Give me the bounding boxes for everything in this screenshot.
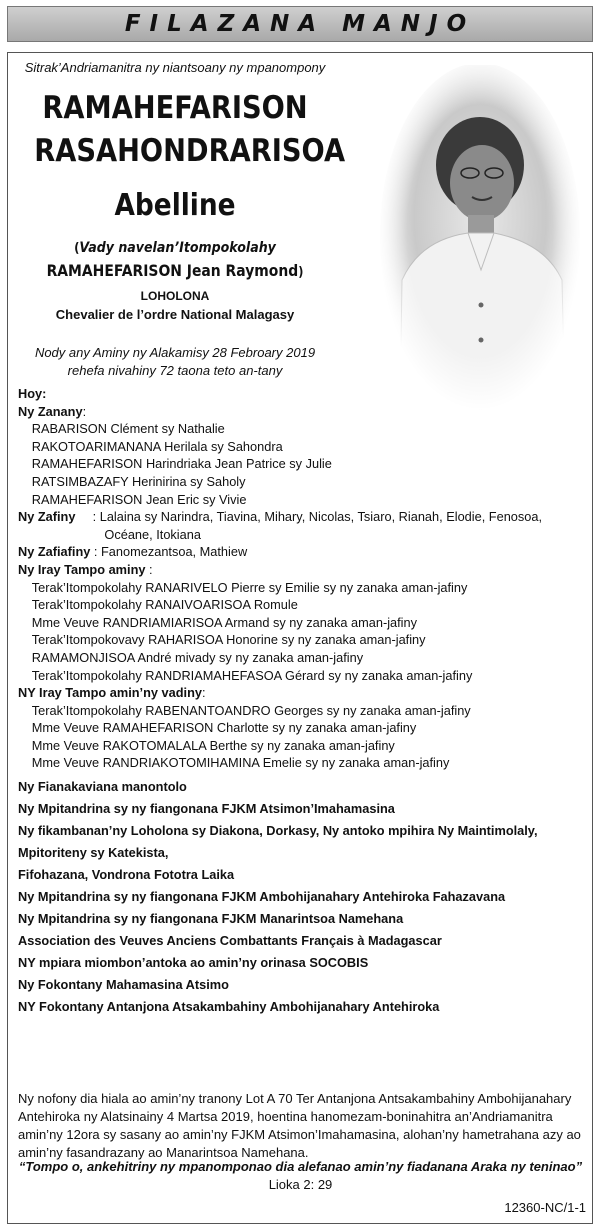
organization-item: Ny Fokontany Mahamasina Atsimo (18, 977, 229, 993)
spouse-siblings-heading: NY Iray Tampo amin’ny vadiny: (18, 685, 206, 701)
children-label: Ny Zanany (18, 403, 83, 419)
spouse-intro-text: Vady navelan’Itompokolahy (79, 240, 276, 256)
deceased-name-line1: RAMAHEFARISON (42, 90, 308, 126)
organization-item: Ny Mpitandrina sy ny fiangonana FJKM Atsimon’Imahamasina (18, 801, 395, 817)
organization-item: Ny Fianakaviana manontolo (18, 779, 187, 795)
deceased-name-line2: RASAHONDRARISOA (34, 133, 346, 169)
siblings-label: Ny Iray Tampo aminy (18, 561, 146, 577)
organization-item: Fifohazana, Vondrona Fototra Laika (18, 867, 235, 883)
great-grandchildren-list: : Fanomezantsoa, Mathiew (93, 544, 248, 560)
organization-item: NY Fokontany Antanjona Atsakambahiny Ambohijanahary Antehiroka (18, 999, 440, 1015)
spouse-sibling-item: Mme Veuve RANDRIAKOTOMIHAMINA Emelie sy ny zanaka aman-jafiny (31, 755, 450, 771)
child-item: RABARISON Clément sy Nathalie (31, 421, 225, 437)
age-at-death: rehefa nivahiny 72 taona teto an-tany (67, 363, 283, 378)
bible-quote-text: Tompo o, ankehitriny ny mpanomponao dia alefanao amin’ny fiadanana Araka ny teninao (25, 1159, 576, 1174)
sibling-item: Terak’Itompokolahy RANARIVELO Pierre sy Emilie sy ny zanaka aman-jafiny (31, 579, 468, 595)
great-grandchildren-label: Ny Zafiafiny (18, 544, 91, 560)
sibling-item: Terak’Itompokolahy RANAIVOARISOA Romule (31, 597, 298, 613)
death-date: Nody any Aminy ny Alakamisy 28 Febroary 2019 (34, 345, 316, 360)
grandchildren-list: : Lalaina sy Narindra, Tiavina, Mihary, Nicolas, Tsiaro, Rianah, Elodie, Fenosoa, (92, 509, 543, 525)
organization-item: Ny fikambanan’ny Loholona sy Diakona, Dorkasy, Ny antoko mpihira Ny Maintimolaly, (18, 823, 538, 839)
sibling-item: Terak’Itompokolahy RANDRIAMAHEFASOA Gérard sy ny zanaka aman-jafiny (31, 667, 473, 683)
header-title: FILAZANA MANJO (124, 11, 476, 37)
organization-item: Association des Veuves Anciens Combattants Français à Madagascar (18, 933, 442, 949)
organization-item: Ny Mpitandrina sy ny fiangonana FJKM Ambohijanahary Antehiroka Fahazavana (18, 889, 506, 905)
order-title: Chevalier de l’ordre National Malagasy (55, 307, 295, 322)
organization-item: Mpitoriteny sy Katekista, (18, 845, 169, 861)
child-item: RATSIMBAZAFY Herinirina sy Saholy (31, 473, 246, 489)
intro-text: Sitrak’Andriamanitra ny niantsoany ny mpanompony (24, 60, 326, 75)
spouse-name-line: RAMAHEFARISON Jean Raymond) (46, 261, 304, 280)
spouse-name: RAMAHEFARISON Jean Raymond (46, 261, 299, 280)
children-heading: Ny Zanany: (18, 403, 87, 419)
sibling-item: Terak’Itompokovavy RAHARISOA Honorine sy ny zanaka aman-jafiny (31, 632, 426, 648)
grandchildren-label: Ny Zafiny (18, 509, 76, 525)
spouse-siblings-label: NY Iray Tampo amin’ny vadiny (18, 685, 202, 701)
honorific-title: LOHOLONA (140, 289, 210, 303)
header-banner (7, 6, 593, 42)
siblings-heading: Ny Iray Tampo aminy : (18, 561, 153, 577)
grandchildren-row (18, 508, 578, 526)
spouse-sibling-item: Mme Veuve RAKOTOMALALA Berthe sy ny zanaka aman-jafiny (31, 737, 395, 753)
sibling-item: Mme Veuve RANDRIAMIARISOA Armand sy ny zanaka aman-jafiny (31, 614, 418, 630)
hoy-label: Hoy: (18, 386, 47, 401)
portrait-image (380, 65, 580, 410)
funeral-notice: Ny nofony dia hiala ao amin’ny tranony Lot A 70 Ter Antanjona Antsakambahiny Ambohijanahary Antehiroka ny Alatsinainy 4 Martsa 2019, hoentina hanomezam-boninahitra an’Andriamanitra amin’ny 12ora sy sasany ao amin’ny FJKM Atsimon’Imahamasina, alohan’ny hametrahana azy ao amin’ny fasandrazany ao Manarintsoa Namehana. (18, 1091, 581, 1160)
grandchildren-list-cont: Océane, Itokiana (104, 526, 201, 542)
family-list (18, 385, 588, 1018)
portrait-photo (380, 65, 580, 410)
bible-quote: “Tompo o, ankehitriny ny mpanomponao dia alefanao amin’ny fiadanana Araka ny teninao” (18, 1159, 583, 1174)
child-item: RAMAHEFARISON Harindriaka Jean Patrice sy Julie (31, 456, 332, 472)
sibling-item: RAMAMONJISOA André mivady sy ny zanaka aman-jafiny (31, 649, 364, 665)
spouse-intro: (Vady navelan’Itompokolahy (74, 240, 276, 256)
bible-reference: Lioka 2: 29 (268, 1177, 333, 1192)
spouse-sibling-item: Mme Veuve RAMAHEFARISON Charlotte sy ny zanaka aman-jafiny (31, 720, 417, 736)
organization-item: NY mpiara miombon’antoka ao amin’ny orinasa SOCOBIS (18, 955, 369, 971)
organization-item: Ny Mpitandrina sy ny fiangonana FJKM Manarintsoa Namehana (18, 911, 404, 927)
great-grandchildren-row (18, 543, 578, 561)
spouse-sibling-item: Terak’Itompokolahy RABENANTOANDRO Georges sy ny zanaka aman-jafiny (31, 702, 471, 718)
reference-code: 12360-NC/1-1 (504, 1200, 586, 1215)
deceased-name-line3: Abelline (114, 188, 236, 223)
child-item: RAKOTOARIMANANA Herilala sy Sahondra (31, 438, 283, 454)
child-item: RAMAHEFARISON Jean Eric sy Vivie (31, 491, 247, 507)
